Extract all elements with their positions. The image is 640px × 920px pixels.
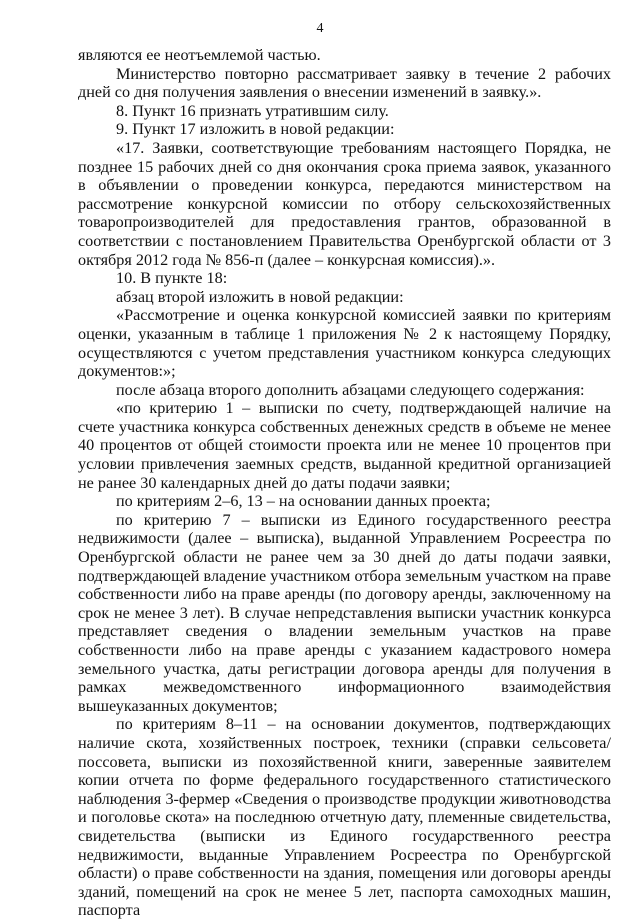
page-number: 4 <box>316 21 324 36</box>
paragraph: по критериям 2–6, 13 – на основании данных проекта; <box>116 492 491 511</box>
paragraph: 8. Пункт 16 признать утратившим силу. <box>116 101 389 120</box>
paragraph: «по критерию 1 – выписки по счету, подтверждающей наличие на счете участника конкурса собственных денежных средств в объеме не менее 40 процентов от общей стоимости проекта или не менее 10 процентов при условии привлечения заемных средств, выданной кредитной организацией не ранее 30 календарных дней до даты подачи заявки; <box>78 399 611 492</box>
paragraph: «17. Заявки, соответствующие требованиям настоящего Порядка, не позднее 15 рабочих дней со дня окончания срока приема заявок, указанного в объявлении о проведении конкурса, передаются министерством на рассмотрение конкурсной комиссии по отбору сельскохозяйственных товаропроизводителей для предоставления грантов, образованной в соответствии с постановлением Правительства Оренбургской области от 3 октября 2012 года № 856-п (далее – конкурсная комиссия).». <box>78 138 611 269</box>
paragraph: Министерство повторно рассматривает заявку в течение 2 рабочих дней со дня получения заявления о внесении изменений в заявку.». <box>78 64 611 102</box>
paragraph: после абзаца второго дополнить абзацами следующего содержания: <box>116 380 585 399</box>
paragraph: 10. В пункте 18: <box>116 269 228 288</box>
paragraph: 9. Пункт 17 изложить в новой редакции: <box>116 120 395 139</box>
paragraph: по критериям 8–11 – на основании документов, подтверждающих наличие скота, хозяйственных построек, техники (справки сельсовета/поссовета, выписки из похозяйственной книги, заверенные заявителем копии отчета по форме федерального государственного статистического наблюдения 3-фермер «Сведения о производстве продукции животноводства и поголовье скота» на последнюю отчетную дату, племенные свидетельства, свидетельства (выписки из Единого государственного реестра недвижимости, выданные Управлением Росреестра по Оренбургской области) о праве собственности на здания, помещения или договоры аренды зданий, помещений на срок не менее 5 лет, паспорта самоходных машин, паспорта <box>78 715 611 920</box>
paragraph: являются ее неотъемлемой частью. <box>78 46 321 64</box>
paragraph: по критерию 7 – выписки из Единого государственного реестра недвижимости (далее – выписка), выданной Управлением Росреестра по Оренбургской области не ранее чем за 30 дней до даты подачи заявки, подтверждающей владение участником отбора земельным участком на праве собственности либо на праве аренды (по договору аренды, заключенному на срок не менее 3 лет). В случае непредставления выписки участник конкурса представляет сведения о владении земельным участков на праве собственности либо на праве аренды с указанием кадастрового номера земельного участка, даты регистрации договора аренды для получения в рамках межведомственного информационного взаимодействия вышеуказанных документов; <box>78 510 611 715</box>
paragraph: «Рассмотрение и оценка конкурсной комиссией заявки по критериям оценки, указанным в таблице 1 приложения № 2 к настоящему Порядку, осуществляются с учетом представления участником конкурса следующих документов:»; <box>78 306 611 381</box>
paragraph: абзац второй изложить в новой редакции: <box>116 287 404 306</box>
document-body <box>78 46 611 920</box>
